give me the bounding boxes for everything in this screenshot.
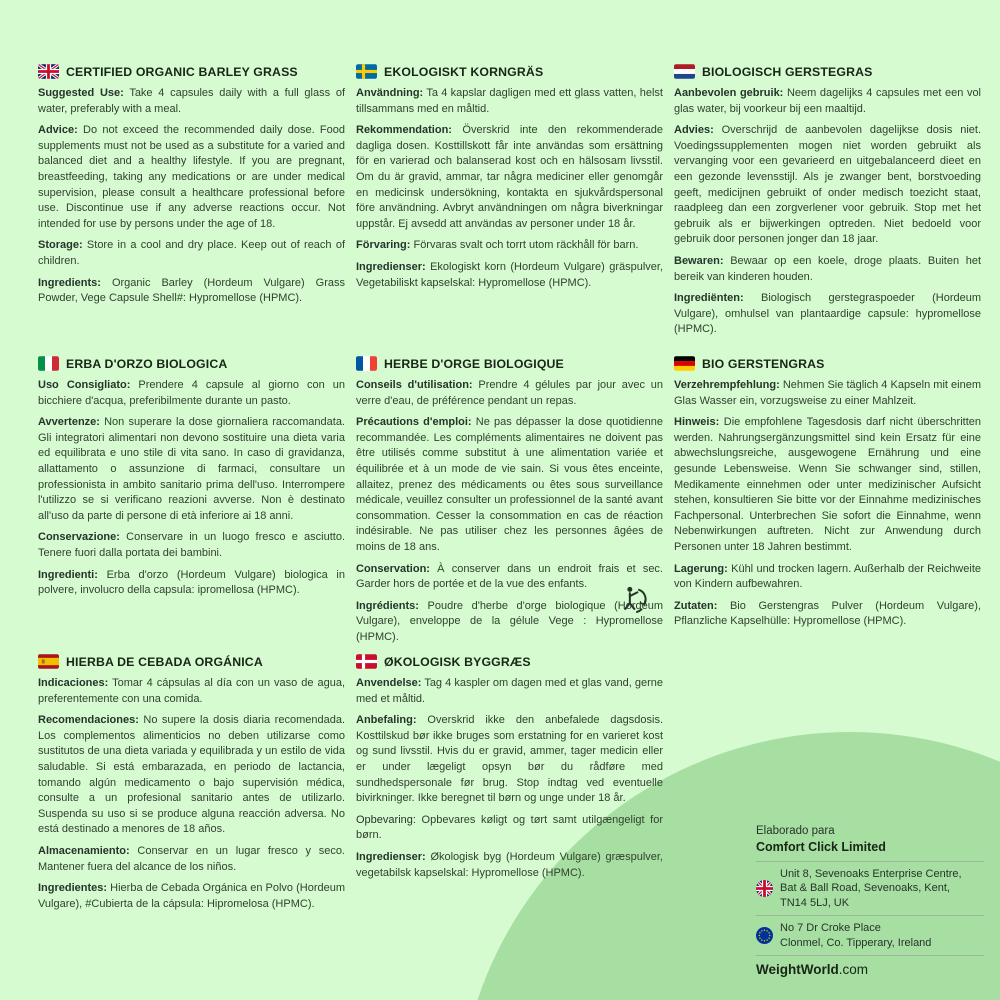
- paragraph: [356, 562, 663, 593]
- section-english: [38, 64, 345, 356]
- section-french: [356, 356, 663, 654]
- paragraph-text: Overskrid ikke den anbefalede dagsdosis. Kosttilskud bør ikke bruges som erstatning for en varieret kost og sund livsstil. Hvis du er gravid, ammer, tager medicin eller er under lægeligt opsyn bør du rådføre med sundhedspersonale før brug. Stop indtag ved eventuelle bivirkninger. Ikke beregnet til børn og unge under 18 år.: [356, 714, 663, 805]
- paragraph-text: Poudre d'herbe d'orge biologique (Hordeum Vulgare), enveloppe de la gélule Vege : Hypromellose (HPMC).: [356, 599, 663, 643]
- paragraph-label: Storage:: [38, 239, 83, 252]
- paragraph-text: Nehmen Sie täglich 4 Kapseln mit einem Glas Wasser ein, vorzugsweise zu einer Mahlzeit.: [674, 379, 981, 407]
- divider: [756, 955, 984, 956]
- paragraph: [38, 844, 345, 875]
- paragraph-text: Biologisch gerstegraspoeder (Hordeum Vulgare), omhulsel van plantaardige capsule: hypromellose (HPMC).: [674, 292, 981, 336]
- paragraph: [356, 813, 663, 844]
- paragraph: [38, 238, 345, 269]
- netherlands-flag-icon: [674, 64, 695, 79]
- paragraph-text: Take 4 capsules daily with a full glass of water, preferably with a meal.: [38, 87, 345, 115]
- paragraph-text: Överskrid inte den rekommenderade dagliga dosen. Kosttillskott får inte användas som ersättning för en varierad och balanserad kost och en hälsosam livsstil. Om du är gravid, ammar, tar några mediciner eller genomgår en medicinsk undersökning, kontakta en sjukvårdspersonal före användning. Avbryt användningen om några biverkningar uppstår. Ej avsedd att användas av personer under 18 år.: [356, 124, 663, 230]
- france-flag-icon: [356, 356, 377, 371]
- paragraph-label: Ingredientes:: [38, 882, 108, 895]
- divider: [756, 915, 984, 916]
- made-for-label: Elaborado para: [756, 825, 835, 837]
- paragraph-text: Ne pas dépasser la dose quotidienne recommandée. Les compléments alimentaires ne doivent pas être utilisés comme substitut à une alimentation variée et équilibrée et à un mode de vie sain. Si vous êtes enceinte, allaitez, prenez des médicaments ou êtes sous surveillance médicale, veuillez consulter un professionnel de la santé avant consommation. Cesser la consommation en cas de réaction indésirable. Ne pas utiliser chez les personnes âgées de moins de 18 ans.: [356, 416, 664, 553]
- section-dutch: [674, 64, 981, 356]
- paragraph-text: Store in a cool and dry place. Keep out of reach of children.: [38, 239, 345, 267]
- paragraph-text: Tomar 4 cápsulas al día con un vaso de agua, preferentemente con una comida.: [38, 677, 346, 705]
- paragraph-text: Bio Gerstengras Pulver (Hordeum Vulgare), Pflanzliche Kapselhülle: Hypromellose (HPMC).: [674, 599, 981, 628]
- paragraph: [38, 86, 345, 117]
- paragraph-text: Overschrijd de aanbevolen dagelijkse dosis niet. Voedingssupplementen mogen niet worden gebruikt als vervanging voor een gevarieerd en uitgebalanceerd dieet en een gezonde levensstijl. Als je zwanger bent, borstvoeding geeft, medicijnen gebruikt of onder medisch toezicht staat, raadpleeg dan een zorgverlener voor gebruik. Stop met het gebruik als er bijwerkingen optreden. Niet bedoeld voor gebruik door personen jonger dan 18 jaar.: [674, 124, 981, 246]
- address-line: Unit 8, Sevenoaks Enterprise Centre,: [780, 868, 962, 880]
- paragraph: [38, 881, 345, 912]
- manufacturer-block: [756, 824, 984, 992]
- paragraph: [38, 713, 345, 838]
- ireland-address-row: [756, 921, 984, 950]
- paragraph-label: Förvaring:: [356, 239, 411, 252]
- paragraph-label: Advies:: [674, 124, 714, 137]
- paragraph-text: Hierba de Cebada Orgánica en Polvo (Hordeum Vulgare), #Cubierta de la cápsula: Hipromelosa (HPMC).: [38, 882, 345, 910]
- paragraph: [674, 291, 981, 338]
- uk-round-flag-icon: [756, 880, 773, 897]
- paragraph: [356, 260, 663, 291]
- brand-tld: .com: [838, 962, 869, 978]
- paragraph-text: No supere la dosis diaria recomendada. Los complementos alimenticios no deben utilizarse como sustitutos de una dieta variada y equilibrada y un estilo de vida saludable. Si está embarazada, en periodo de lactancia, tomando algún medicamento o bajo supervisión médica, consulte a un profesional sanitario antes de utilizarlo. Suspenda su uso si se produce alguna reacción adversa. No está destinado a menores de 18 años.: [38, 714, 345, 836]
- paragraph-label: Ingredienser:: [356, 850, 426, 863]
- brand-name: WeightWorld: [756, 962, 839, 978]
- paragraph-label: Almacenamiento:: [38, 844, 130, 857]
- section-title: HIERBA DE CEBADA ORGÁNICA: [66, 654, 263, 669]
- paragraph: [356, 86, 663, 117]
- paragraph-label: Advice:: [38, 124, 78, 137]
- section-title: ERBA D'ORZO BIOLOGICA: [66, 356, 228, 371]
- paragraph: [674, 562, 981, 593]
- address-line: No 7 Dr Croke Place: [780, 922, 881, 935]
- paragraph-text: Die empfohlene Tagesdosis darf nicht überschritten werden. Nahrungsergänzungsmittel sind kein Ersatz für eine abwechslungsreiche, ausgewogene Ernährung und eine gesunde Lebensweise. Wenn Sie schwanger sind, stillen, Medikamente einnehmen oder unter medizinischer Aufsicht stehen, konsultieren Sie bitte vor der Einnahme medizinisches Fachpersonal. Unterbrechen Sie sofort die Einnahme, wenn Nebenwirkungen auftreten. Nicht zur Anwendung durch Personen unter 18 Jahren bestimmt.: [674, 416, 981, 553]
- paragraph: [356, 378, 663, 409]
- section-header: [674, 64, 981, 79]
- section-italian: [38, 356, 345, 654]
- paragraph-label: Avvertenze:: [38, 416, 100, 429]
- paragraph-label: Bewaren:: [674, 254, 724, 267]
- paragraph-text: Non superare la dose giornaliera raccomandata. Gli integratori alimentari non devono sostituire una dieta varia ed equilibrata e uno stile di vita sano. In caso di gravidanza, allattamento o assunzione di farmaci, consultare un professionista in ambito sanitario prima dell'uso. Interrompere l'utilizzo se si verificano reazioni avverse. Non è destinato all'uso da parte di persone di età inferiore ai 18 anni.: [38, 416, 345, 522]
- paragraph: [38, 568, 345, 599]
- paragraph: [674, 123, 981, 248]
- paragraph: [356, 123, 663, 232]
- address-line: TN14 5LJ, UK: [780, 896, 850, 909]
- divider: [756, 861, 984, 862]
- section-header: [38, 654, 345, 669]
- sweden-flag-icon: [356, 64, 377, 79]
- paragraph-text: Kühl und trocken lagern. Außerhalb der Reichweite von Kindern aufbewahren.: [674, 562, 981, 591]
- paragraph-label: Opbevaring:: [356, 813, 416, 826]
- section-title: BIO GERSTENGRAS: [702, 356, 825, 371]
- uk-flag-icon: [38, 64, 59, 79]
- germany-flag-icon: [674, 356, 695, 371]
- italy-flag-icon: [38, 356, 59, 371]
- paragraph: [38, 123, 345, 232]
- paragraph-label: Aanbevolen gebruik:: [674, 87, 784, 99]
- brand-wordmark: [756, 961, 984, 978]
- paragraph-label: Verzehrempfehlung:: [674, 379, 780, 391]
- paragraph: [38, 415, 345, 524]
- eu-flag-icon: [756, 927, 773, 944]
- section-spanish: [38, 654, 345, 992]
- paragraph-label: Ingredienser:: [356, 260, 426, 273]
- triman-recycling-icon: [619, 584, 649, 614]
- uk-address-row: [756, 867, 984, 910]
- paragraph: [356, 238, 663, 254]
- paragraph-text: Opbevares køligt og tørt samt utilgængeligt for børn.: [356, 813, 663, 842]
- section-swedish: [356, 64, 663, 356]
- paragraph-text: Ta 4 kapslar dagligen med ett glass vatten, helst tillsammans med en måltid.: [356, 87, 663, 115]
- paragraph-label: Indicaciones:: [38, 677, 109, 689]
- paragraph-text: Prendre 4 gélules par jour avec un verre d'eau, de préférence pendant un repas.: [356, 379, 663, 407]
- paragraph-label: Hinweis:: [674, 416, 720, 429]
- paragraph-label: Ingredienti:: [38, 568, 98, 581]
- paragraph-text: Organic Barley (Hordeum Vulgare) Grass Powder, Vege Capsule Shell#: Hypromellose (HPMC).: [38, 276, 345, 305]
- address-line: Clonmel, Co. Tipperary, Ireland: [780, 936, 932, 949]
- paragraph-label: Användning:: [356, 87, 424, 99]
- paragraph-label: Recomendaciones:: [38, 714, 139, 727]
- paragraph-label: Ingrediënten:: [674, 292, 744, 305]
- section-title: CERTIFIED ORGANIC BARLEY GRASS: [66, 64, 298, 79]
- section-header: [38, 356, 345, 371]
- paragraph-text: Neem dagelijks 4 capsules met een vol glas water, bij voorkeur bij een maaltijd.: [674, 87, 981, 115]
- paragraph: [674, 86, 981, 117]
- paragraph: [674, 599, 981, 630]
- paragraph: [356, 676, 663, 707]
- denmark-flag-icon: [356, 654, 377, 669]
- section-header: [356, 356, 663, 371]
- paragraph-label: Zutaten:: [674, 599, 718, 612]
- paragraph-label: Ingrédients:: [356, 599, 419, 612]
- paragraph: [356, 850, 663, 881]
- section-header: [356, 654, 663, 669]
- paragraph-label: Conseils d'utilisation:: [356, 379, 473, 391]
- paragraph-label: Ingredients:: [38, 276, 101, 289]
- paragraph-text: Conservar en un lugar fresco y seco. Mantener fuera del alcance de los niños.: [38, 844, 345, 873]
- section-title: EKOLOGISKT KORNGRÄS: [384, 64, 544, 79]
- paragraph-label: Lagerung:: [674, 562, 728, 575]
- paragraph-label: Anbefaling:: [356, 714, 417, 727]
- paragraph-text: Prendere 4 capsule al giorno con un bicchiere d'acqua, preferibilmente durante un pasto.: [38, 379, 346, 407]
- paragraph: [674, 254, 981, 285]
- section-german: [674, 356, 981, 654]
- paragraph-label: Uso Consigliato:: [38, 379, 131, 391]
- address-line: Bat & Ball Road, Sevenoaks, Kent,: [780, 882, 950, 895]
- section-title: ØKOLOGISK BYGGRÆS: [384, 654, 531, 669]
- paragraph-label: Conservation:: [356, 562, 430, 575]
- paragraph: [356, 713, 663, 807]
- paragraph-label: Conservazione:: [38, 531, 120, 544]
- paragraph: [356, 415, 663, 555]
- paragraph-text: Förvaras svalt och torrt utom räckhåll för barn.: [413, 239, 639, 252]
- paragraph: [38, 276, 345, 307]
- paragraph-label: Rekommendation:: [356, 124, 452, 137]
- paragraph-text: Ekologiskt korn (Hordeum Vulgare) gräspulver, Vegetabiliskt kapselskal: Hypromellose (HPMC).: [356, 260, 664, 289]
- company-name: Comfort Click Limited: [756, 840, 886, 854]
- section-header: [674, 356, 981, 371]
- section-danish: [356, 654, 663, 992]
- paragraph: [674, 415, 981, 555]
- paragraph-text: Tag 4 kaspler om dagen med et glas vand, gerne med et måltid.: [356, 677, 664, 705]
- paragraph: [38, 676, 345, 707]
- paragraph-text: Erba d'orzo (Hordeum Vulgare) biologica in polvere, involucro della capsula: ipromellosa (HPMC).: [38, 568, 345, 597]
- ireland-address: [780, 921, 931, 950]
- paragraph-text: À conserver dans un endroit frais et sec. Garder hors de portée et de la vue des enfants.: [356, 562, 663, 591]
- paragraph-text: Conservare in un luogo fresco e asciutto. Tenere fuori dalla portata dei bambini.: [38, 531, 345, 559]
- section-header: [356, 64, 663, 79]
- paragraph: [356, 599, 663, 646]
- section-title: BIOLOGISCH GERSTEGRAS: [702, 64, 873, 79]
- uk-address: [780, 867, 962, 910]
- language-sections-grid: [38, 64, 981, 992]
- paragraph-label: Anvendelse:: [356, 677, 422, 689]
- paragraph-label: Suggested Use:: [38, 87, 124, 99]
- section-header: [38, 64, 345, 79]
- paragraph: [38, 378, 345, 409]
- paragraph-text: Økologisk byg (Hordeum Vulgare) græspulver, vegetabilsk kapselskal: Hypromellose (HPMC).: [356, 850, 663, 879]
- paragraph-text: Bewaar op een koele, droge plaats. Buiten het bereik van kinderen houden.: [674, 254, 981, 283]
- paragraph-text: Do not exceed the recommended daily dose. Food supplements must not be used as a substitute for a varied and balanced diet and a healthy lifestyle. If you are pregnant, breastfeeding, taking any medications or are under medical supervision, please consult a healthcare professional before use. Discontinue use if any adverse reactions occur. Not intended for use by persons under the age of 18.: [38, 124, 345, 230]
- section-title: HERBE D'ORGE BIOLOGIQUE: [384, 356, 564, 371]
- spain-flag-icon: [38, 654, 59, 669]
- paragraph: [674, 378, 981, 409]
- paragraph: [38, 530, 345, 561]
- paragraph-label: Précautions d'emploi:: [356, 416, 472, 429]
